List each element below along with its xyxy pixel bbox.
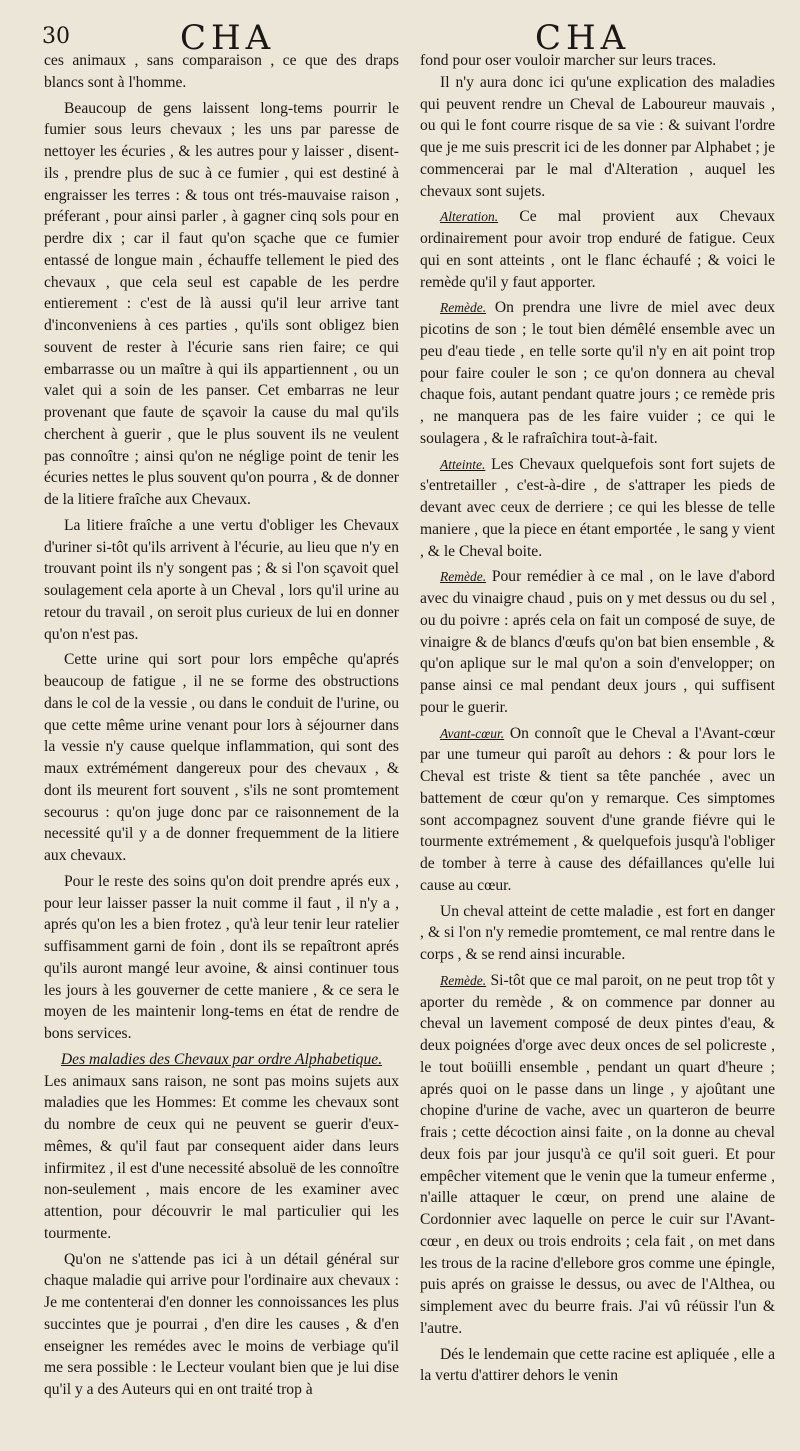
- right-column: [420, 50, 775, 1387]
- entry-label: Remède.: [440, 972, 487, 988]
- paragraph: Les animaux sans raison, ne sont pas moins sujets aux maladies que les Hommes: Et comme les chevaux sont du nombre de ceux qui ne peuvent se guerir d'eux-mêmes, & qu'il faut par consequent aider dans leurs infirmitez , il est d'une necessité absoluë de les connoître non-seulement , mais encore de les examiner avec attention, pour découvrir le mal particulier qui les tourmente.: [44, 1072, 399, 1242]
- paragraph: Cette urine qui sort pour lors empêche qu'aprés beaucoup de fatigue , il ne se forme des obstructions dans le col de la vessie , ou dans le conduit de l'urine, ou que cette même urine venant pour lors à séjourner dans la vessie n'y cause quelque inflammation, qui sont des maux extrémément dangereux pour des chevaux , & dont ils meurent fort souvent , s'ils ne sont promtement secourus : qu'on juge donc par ce raisonnement de la necessité qu'il y a de donner frequemment de la litiere aux chevaux.: [44, 651, 399, 864]
- running-head-right: CHA: [535, 18, 631, 58]
- entry-remede: [420, 970, 775, 1340]
- entry-atteinte: [420, 454, 775, 563]
- entry-text: On connoît que le Cheval a l'Avant-cœur par une tumeur qui paroît au dehors : & pour lors le Cheval est triste & tient sa tête panchée , avec un battement de cœur qu'on y remarque. Ces simptomes sont accompagnez souvent d'une grande fiévre qui le tourmente extrémement , & quelquefois jusqu'à l'obliger de tomber à terre à cause des défaillances qu'elle lui cause au cœur.: [420, 724, 775, 894]
- entry-remede: [420, 566, 775, 718]
- paragraph: Il n'y aura donc ici qu'une explication des maladies qui peuvent rendre un Cheval de Laboureur mauvais , ou qui le font courre risque de sa vie : & suivant l'ordre que je me suis prescrit ici de les donner par Alphabet ; je commencerai par le mal d'Alteration , auquel les chevaux sont sujets.: [420, 73, 775, 200]
- entry-label: Atteinte.: [440, 456, 486, 472]
- entry-text: Pour remédier à ce mal , on le lave d'abord avec du vinaigre chaud , puis on y met dessus ou du sel , ou du poivre : aprés cela on fait un composé de suye, de vinaigre & de blancs d'œufs qu'on bat bien ensemble , & qu'on aplique sur le mal qu'on a soin d'envelopper; on panse ainsi ce mal pendant deux jours , qui suffisent pour le guerir.: [420, 568, 775, 716]
- paragraph: Un cheval atteint de cette maladie , est fort en danger , & si l'on n'y remedie promtement, ce mal rentre dans le corps , & se rend ainsi incurable.: [420, 902, 775, 963]
- entry-text: Si-tôt que ce mal paroit, on ne peut trop tôt y aporter du remède , & on commence par donner au cheval un lavement composé de deux pintes d'eau, & deux poignées d'orge avec deux onces de sel policreste , le tout boüilli ensemble , pendant un quart d'heure ; aprés quoi on le passe dans un linge , y ajoûtant une chopine d'urine de vache, avec un quarteron de beurre frais ; cette décoction ainsi faite , on la donne au cheval deux fois par jour jusqu'à ce qu'il soit gueri. Et pour empêcher vitement que le venin que la tumeur enferme , n'aille attaquer le cœur, on prend une alaine de Cordonnier avec laquelle on perce le cuir sur l'Avant-cœur , en deux ou trois endroits ; cela fait , on met dans les trous de la racine d'ellebore gros comme une épingle, puis aprés on graisse le dessus, ou avec de l'Althea, ou simplement avec du beurre frais. J'ai vû réüssir l'un & l'autre.: [420, 971, 775, 1337]
- entry-remede: [420, 297, 775, 449]
- entry-label: Avant-cœur.: [440, 725, 505, 741]
- entry-text: Les Chevaux quelquefois sont fort sujets de s'entretailler , c'est-à-dire , de s'attraper les pieds de devant avec ceux de derriere ; ce qui les blesse de telle maniere , que la piece en étant emportée , le sang y vient , & le Cheval boite.: [420, 455, 775, 560]
- left-column: [44, 50, 399, 1401]
- entry-alteration: [420, 206, 775, 293]
- entry-label: Remède.: [440, 569, 487, 585]
- paragraph: fond pour oser vouloir marcher sur leurs traces.: [420, 52, 717, 69]
- entry-label: Remède.: [440, 300, 487, 316]
- entry-text: On prendra une livre de miel avec deux picotins de son ; le tout bien démêlé ensemble avec un peu d'eau tiede , en telle sorte qu'il n'y en ait point trop pour faire couler le son ; ce qu'on donnera au cheval chaque fois, autant pendant quatre jours ; ce remède pris , ne manquera pas de les faire vuider ; ce qui le soulagera , & le rafraîchira tout-à-fait.: [420, 299, 775, 447]
- page-number: 30: [42, 24, 70, 49]
- paragraph: Qu'on ne s'attende pas ici à un détail général sur chaque maladie qui arrive pour l'ordinaire aux chevaux : Je me contenterai d'en donner les connoissances les plus succintes que je pourrai , d'en dire les causes , & d'en enseigner les remédes avec le moins de verbiage qu'il me sera possible : le Lecteur voulant bien que je lui dise qu'il y a des Auteurs qui en ont traité trop à: [44, 1250, 399, 1398]
- entry-label: Alteration.: [440, 209, 499, 225]
- paragraph: Dés le lendemain que cette racine est apliquée , elle a la vertu d'attirer dehors le venin: [420, 1345, 775, 1385]
- section-heading: Des maladies des Chevaux par ordre Alphabetique.: [60, 1050, 383, 1068]
- entry-avant-coeur: [420, 723, 775, 897]
- paragraph: La litiere fraîche a une vertu d'obliger les Chevaux d'uriner si-tôt qu'ils arrivent à l'écurie, au lieu que n'y en trouvant point ils n'y songent pas ; & si l'on sçavoit quel soulagement cela aporte à un Cheval , lors qu'il urine au retour du travail , on seroit plus curieux de lui en donner qu'on n'est pas.: [44, 516, 399, 643]
- paragraph: Beaucoup de gens laissent long-tems pourrir le fumier sous leurs chevaux ; les uns par paresse de nettoyer les écuries , & les autres pour y laisser , disent-ils , prendre plus de suc à ce fumier , qui est destiné à engraisser les terres : & tous ont trés-mauvaise raison , préferant , pour ainsi parler , à gagner cinq sols pour en perdre dix ; car il faut qu'on sçache que ce fumier entassé de longue main , échauffe tellement le pied des chevaux , que cela seul est capable de les perdre entierement : c'est de là aussi qu'il leur arrive tant d'inconveniens à ces parties , qu'ils sont obligez bien souvent de rester à l'écurie sans rien faire; ce qui embarrasse ou un maître à qui ils appartiennent , ou un valet qui a soin de les panser. Cet embarras ne leur provenant que faute de sçavoir la cause du mal qu'ils cherchent à guerir , que le plus souvent ils ne veulent pas connoître ; ainsi qu'on ne néglige point de tenir les écuries nettes le plus souvent qu'on pourra , & de donner de la litiere fraîche aux Chevaux.: [44, 99, 399, 508]
- paragraph: Pour le reste des soins qu'on doit prendre aprés eux , pour leur laisser passer la nuit comme il faut , il n'y a , aprés qu'on les a bien frotez , qu'à leur tenir leur ratelier suffisamment garni de foin , dont ils se repaîtront aprés qu'ils auront mangé leur avoine, & ainsi continuer tous les jours à les gouverner de cette maniere , & ce sera le moyen de les maintenir long-tems en état de rendre de bons services.: [44, 872, 399, 1042]
- running-head-left: CHA: [180, 18, 276, 58]
- entry-text: Ce mal provient aux Chevaux ordinairement pour avoir trop enduré de fatigue. Ceux qui en sont atteints , ont le flanc échaufé ; & voici le remède qu'il y faut apporter.: [420, 208, 775, 291]
- paragraph: ces animaux , sans comparaison , ce que des draps blancs sont à l'homme.: [44, 52, 399, 91]
